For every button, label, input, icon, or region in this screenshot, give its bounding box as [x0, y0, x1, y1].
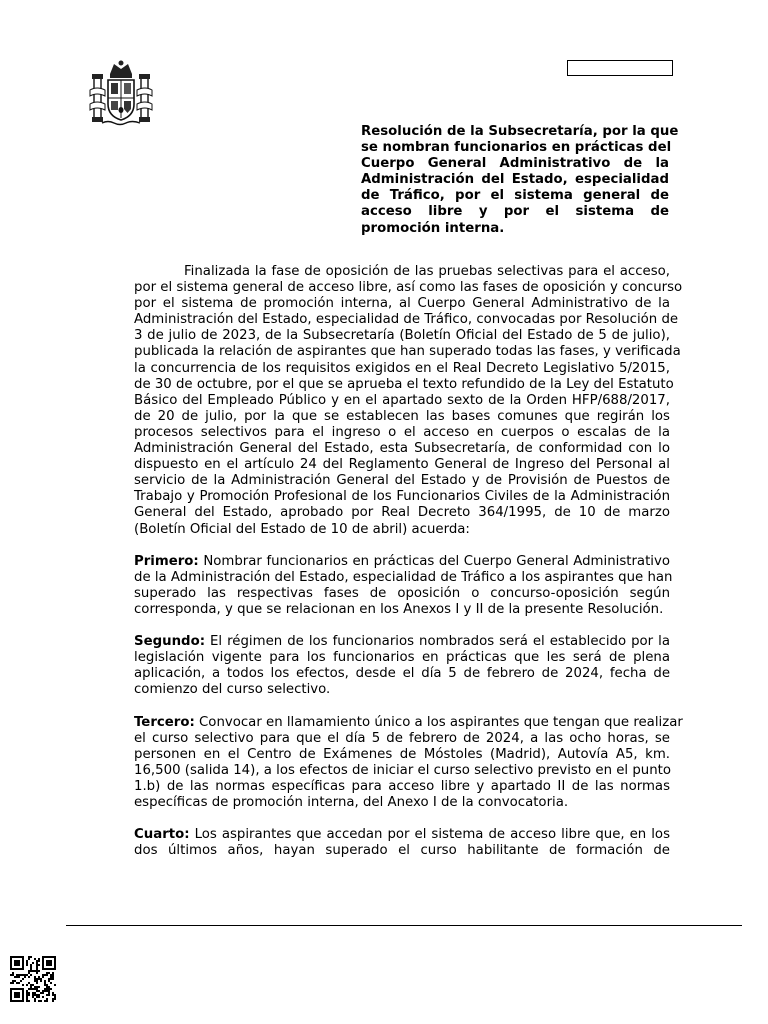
title-line: acceso libre y por el sistema de — [361, 204, 669, 220]
body-line: 1.b) de las normas específicas para acceso libre y apartado II de las normas — [134, 779, 670, 794]
coat-of-arms-logo — [88, 60, 154, 128]
primero-label: Primero: — [134, 553, 199, 569]
reference-box — [567, 60, 673, 76]
cuarto-first-line: Los aspirantes que accedan por el sistema de acceso libre que, en los — [189, 827, 670, 843]
body-line: Administración General del Estado, esta Subsecretaría, de conformidad con lo — [134, 441, 670, 457]
body-line: de 20 de julio, por la que se establecen las bases comunes que regirán los — [134, 408, 670, 424]
tercero-first-line: Convocar en llamamiento único a los aspirantes que tengan que realizar — [194, 714, 683, 730]
tercero-label: Tercero: — [134, 714, 195, 730]
intro-paragraph — [134, 264, 683, 538]
body-line — [134, 714, 683, 731]
body-line — [134, 827, 670, 843]
body-line: General del Estado, aprobado por Real Decreto 364/1995, de 10 de marzo — [134, 505, 670, 521]
body-line: específicas de promoción interna, del Anexo I de la convocatoria. — [134, 795, 569, 811]
body-line: personen en el Centro de Exámenes de Móstoles (Madrid), Autovía A5, km. — [134, 746, 670, 762]
body-line — [134, 554, 670, 570]
body-line: 3 de julio de 2023, de la Subsecretaría (Boletín Oficial del Estado de 5 de julio), — [134, 328, 670, 344]
cuarto-label: Cuarto: — [134, 827, 190, 843]
segundo-first-line: El régimen de los funcionarios nombrados será el establecido por la — [205, 634, 670, 650]
segundo-paragraph — [134, 634, 670, 698]
title-line: de Tráfico, por el sistema general de — [361, 188, 669, 204]
resolution-title — [361, 124, 679, 237]
body-line: Básico del Empleado Público y en el apartado sexto de la Orden HFP/688/2017, — [134, 392, 670, 408]
body-line: legislación vigente para los funcionarios en prácticas que les será de plena — [134, 650, 670, 666]
body-line: dos últimos años, hayan superado el curso habilitante de formación de — [134, 843, 670, 859]
body-line: dispuesto en el artículo 24 del Reglamento General de Ingreso del Personal al — [134, 457, 670, 473]
body-line: aplicación, a todos los efectos, desde el día 5 de febrero de 2024, fecha de — [134, 666, 670, 682]
tercero-paragraph — [134, 714, 683, 812]
resolution-body — [134, 264, 683, 876]
body-line: superado las respectivas fases de oposición o concurso-oposición según — [134, 585, 670, 601]
body-line: Finalizada la fase de oposición de las pruebas selectivas para el acceso, — [184, 264, 670, 279]
body-line: Trabajo y Promoción Profesional de los Funcionarios Civiles de la Administración — [134, 489, 670, 505]
body-line: 16,500 (salida 14), a los efectos de iniciar el curso selectivo previsto en el punto — [134, 762, 671, 778]
body-line: servicio de la Administración General del Estado y de Provisión de Puestos de — [134, 473, 670, 489]
primero-first-line: Nombrar funcionarios en prácticas del Cuerpo General Administrativo — [198, 553, 670, 569]
body-line: Administración del Estado, especialidad de Tráfico, convocadas por Resolución de — [134, 312, 679, 328]
body-line: el curso selectivo para que el día 5 de febrero de 2024, a las ocho horas, se — [134, 730, 670, 746]
body-line: por el sistema general de acceso libre, así como las fases de oposición y concurso — [134, 280, 683, 296]
title-line: Cuerpo General Administrativo de la — [361, 156, 669, 172]
segundo-label: Segundo: — [134, 634, 206, 650]
qr-code-icon — [10, 956, 56, 1002]
body-line: por el sistema de promoción interna, al Cuerpo General Administrativo de la — [134, 296, 670, 312]
body-line: procesos selectivos para el ingreso o el acceso en cuerpos o escalas de la — [134, 424, 670, 440]
body-line: comienzo del curso selectivo. — [134, 682, 331, 698]
title-line: Resolución de la Subsecretaría, por la que — [361, 124, 679, 139]
body-line: la concurrencia de los requisitos exigidos en el Real Decreto Legislativo 5/2015, — [134, 360, 670, 376]
body-line: corresponda, y que se relacionan en los Anexos I y II de la presente Resolución. — [134, 601, 664, 617]
footer-divider — [66, 925, 742, 926]
title-line: promoción interna. — [361, 220, 505, 236]
body-line: de 30 de octubre, por el que se aprueba el texto refundido de la Ley del Estatuto — [134, 376, 674, 392]
body-line: de la Administración del Estado, especialidad de Tráfico a los aspirantes que han — [134, 569, 673, 585]
body-line: publicada la relación de aspirantes que han superado todas las fases, y verificada — [134, 344, 681, 360]
body-line: (Boletín Oficial del Estado de 10 de abril) acuerda: — [134, 521, 470, 537]
cuarto-paragraph — [134, 827, 670, 859]
body-line — [134, 634, 670, 650]
title-line: Administración del Estado, especialidad — [361, 172, 669, 188]
primero-paragraph — [134, 553, 673, 618]
title-line: se nombran funcionarios en prácticas del — [361, 140, 672, 156]
